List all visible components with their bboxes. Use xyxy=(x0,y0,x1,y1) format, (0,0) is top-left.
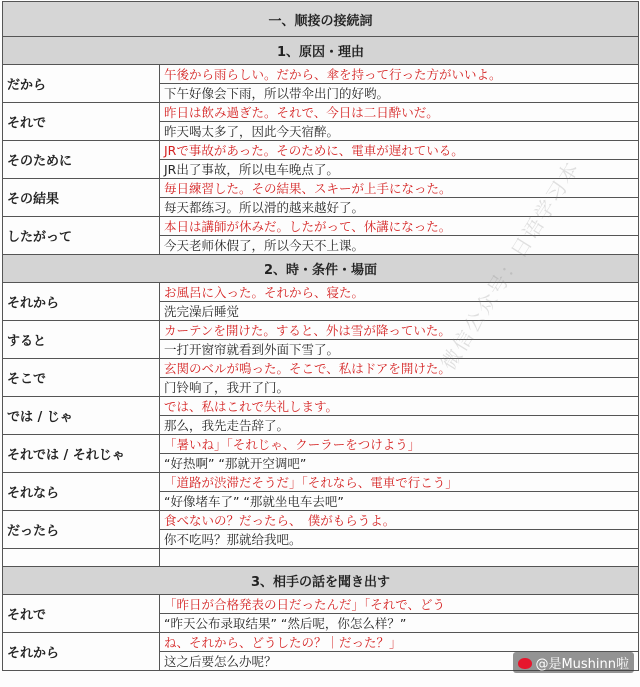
japanese-example: ね、それから、どうしたの？｜だった？」 xyxy=(160,633,639,652)
entry-row xyxy=(3,633,639,652)
japanese-example: 昨日は飲み過ぎた。それで、今日は二日酔いだ。 xyxy=(160,103,639,122)
conjunction-table xyxy=(2,1,639,671)
blank-cell xyxy=(3,549,160,567)
chinese-translation: 一打开窗帘就看到外面下雪了。 xyxy=(160,340,639,359)
entry-row xyxy=(3,179,639,198)
japanese-example: 「道路が渋滞だそうだ」「それなら、電車で行こう」 xyxy=(160,473,639,492)
section-heading-row xyxy=(3,255,639,283)
weibo-credit-text: @是Mushinn啦 xyxy=(535,657,629,672)
entry-row xyxy=(3,595,639,614)
conjunction-term: そのために xyxy=(3,141,160,179)
conjunction-term: それで xyxy=(3,595,160,633)
conjunction-term: だったら xyxy=(3,511,160,549)
chinese-translation: 那么，我先走告辞了。 xyxy=(160,416,639,435)
japanese-example: では、私はこれで失礼します。 xyxy=(160,397,639,416)
japanese-example: 食べないの？だったら、 僕がもらうよ。 xyxy=(160,511,639,530)
chinese-translation: 下午好像会下雨，所以带伞出门的好哟。 xyxy=(160,84,639,103)
section-heading: 1、原因・理由 xyxy=(3,37,639,65)
main-title-row xyxy=(3,2,639,37)
section-heading-row xyxy=(3,567,639,595)
conjunction-term: それから xyxy=(3,283,160,321)
entry-row xyxy=(3,473,639,492)
conjunction-term: すると xyxy=(3,321,160,359)
entry-row xyxy=(3,283,639,302)
conjunction-term: では / じゃ xyxy=(3,397,160,435)
section-heading: 3、相手の話を聞き出す xyxy=(3,567,639,595)
japanese-example: カーテンを開けた。すると、外は雪が降っていた。 xyxy=(160,321,639,340)
chinese-translation: 这之后要怎么办呢？ xyxy=(160,652,639,671)
conjunction-term: したがって xyxy=(3,217,160,255)
entry-row xyxy=(3,359,639,378)
chinese-translation: “好像堵车了” “那就坐电车去吧” xyxy=(160,492,639,511)
conjunction-term: そこで xyxy=(3,359,160,397)
conjunction-term: だから xyxy=(3,65,160,103)
chinese-translation: 每天都练习。所以滑的越来越好了。 xyxy=(160,198,639,217)
japanese-example: お風呂に入った。それから、寝た。 xyxy=(160,283,639,302)
blank-row xyxy=(3,549,639,567)
japanese-example: 「暑いね」「それじゃ、クーラーをつけよう」 xyxy=(160,435,639,454)
chinese-translation: 今天老师休假了，所以今天不上课。 xyxy=(160,236,639,255)
conjunction-term: それから xyxy=(3,633,160,671)
entry-row xyxy=(3,511,639,530)
chinese-translation: “好热啊” “那就开空调吧” xyxy=(160,454,639,473)
weibo-credit xyxy=(513,652,634,673)
weibo-icon xyxy=(518,658,532,669)
entry-row xyxy=(3,397,639,416)
entry-row xyxy=(3,321,639,340)
blank-cell xyxy=(160,549,639,567)
conjunction-term: それで xyxy=(3,103,160,141)
japanese-example: 玄関のベルが鳴った。そこで、私はドアを開けた。 xyxy=(160,359,639,378)
watermark-text: 微信公众号：日语学习本 xyxy=(435,156,585,375)
entry-row xyxy=(3,217,639,236)
conjunction-term: それなら xyxy=(3,473,160,511)
japanese-example: JRで事故があった。そのために、電車が遅れている。 xyxy=(160,141,639,160)
japanese-example: 毎日練習した。その結果、スキーが上手になった。 xyxy=(160,179,639,198)
conjunction-term: それでは / それじゃ xyxy=(3,435,160,473)
main-title: 一、顺接の接続詞 xyxy=(3,2,639,37)
japanese-example: 「昨日が合格発表の日だったんだ」「それで、どう xyxy=(160,595,639,614)
chinese-translation: JR出了事故，所以电车晚点了。 xyxy=(160,160,639,179)
section-heading-row xyxy=(3,37,639,65)
conjunction-term: その結果 xyxy=(3,179,160,217)
entry-row xyxy=(3,103,639,122)
section-heading: 2、時・条件・場面 xyxy=(3,255,639,283)
entry-row xyxy=(3,65,639,84)
chinese-translation: 洗完澡后睡觉 xyxy=(160,302,639,321)
chinese-translation: 昨天喝太多了，因此今天宿醉。 xyxy=(160,122,639,141)
chinese-translation: “昨天公布录取结果” “然后呢，你怎么样？” xyxy=(160,614,639,633)
entry-row xyxy=(3,435,639,454)
chinese-translation: 门铃响了，我开了门。 xyxy=(160,378,639,397)
entry-row xyxy=(3,141,639,160)
japanese-example: 午後から雨らしい。だから、傘を持って行った方がいいよ。 xyxy=(160,65,639,84)
chinese-translation: 你不吃吗？那就给我吧。 xyxy=(160,530,639,549)
japanese-example: 本日は講師が休みだ。したがって、休講になった。 xyxy=(160,217,639,236)
